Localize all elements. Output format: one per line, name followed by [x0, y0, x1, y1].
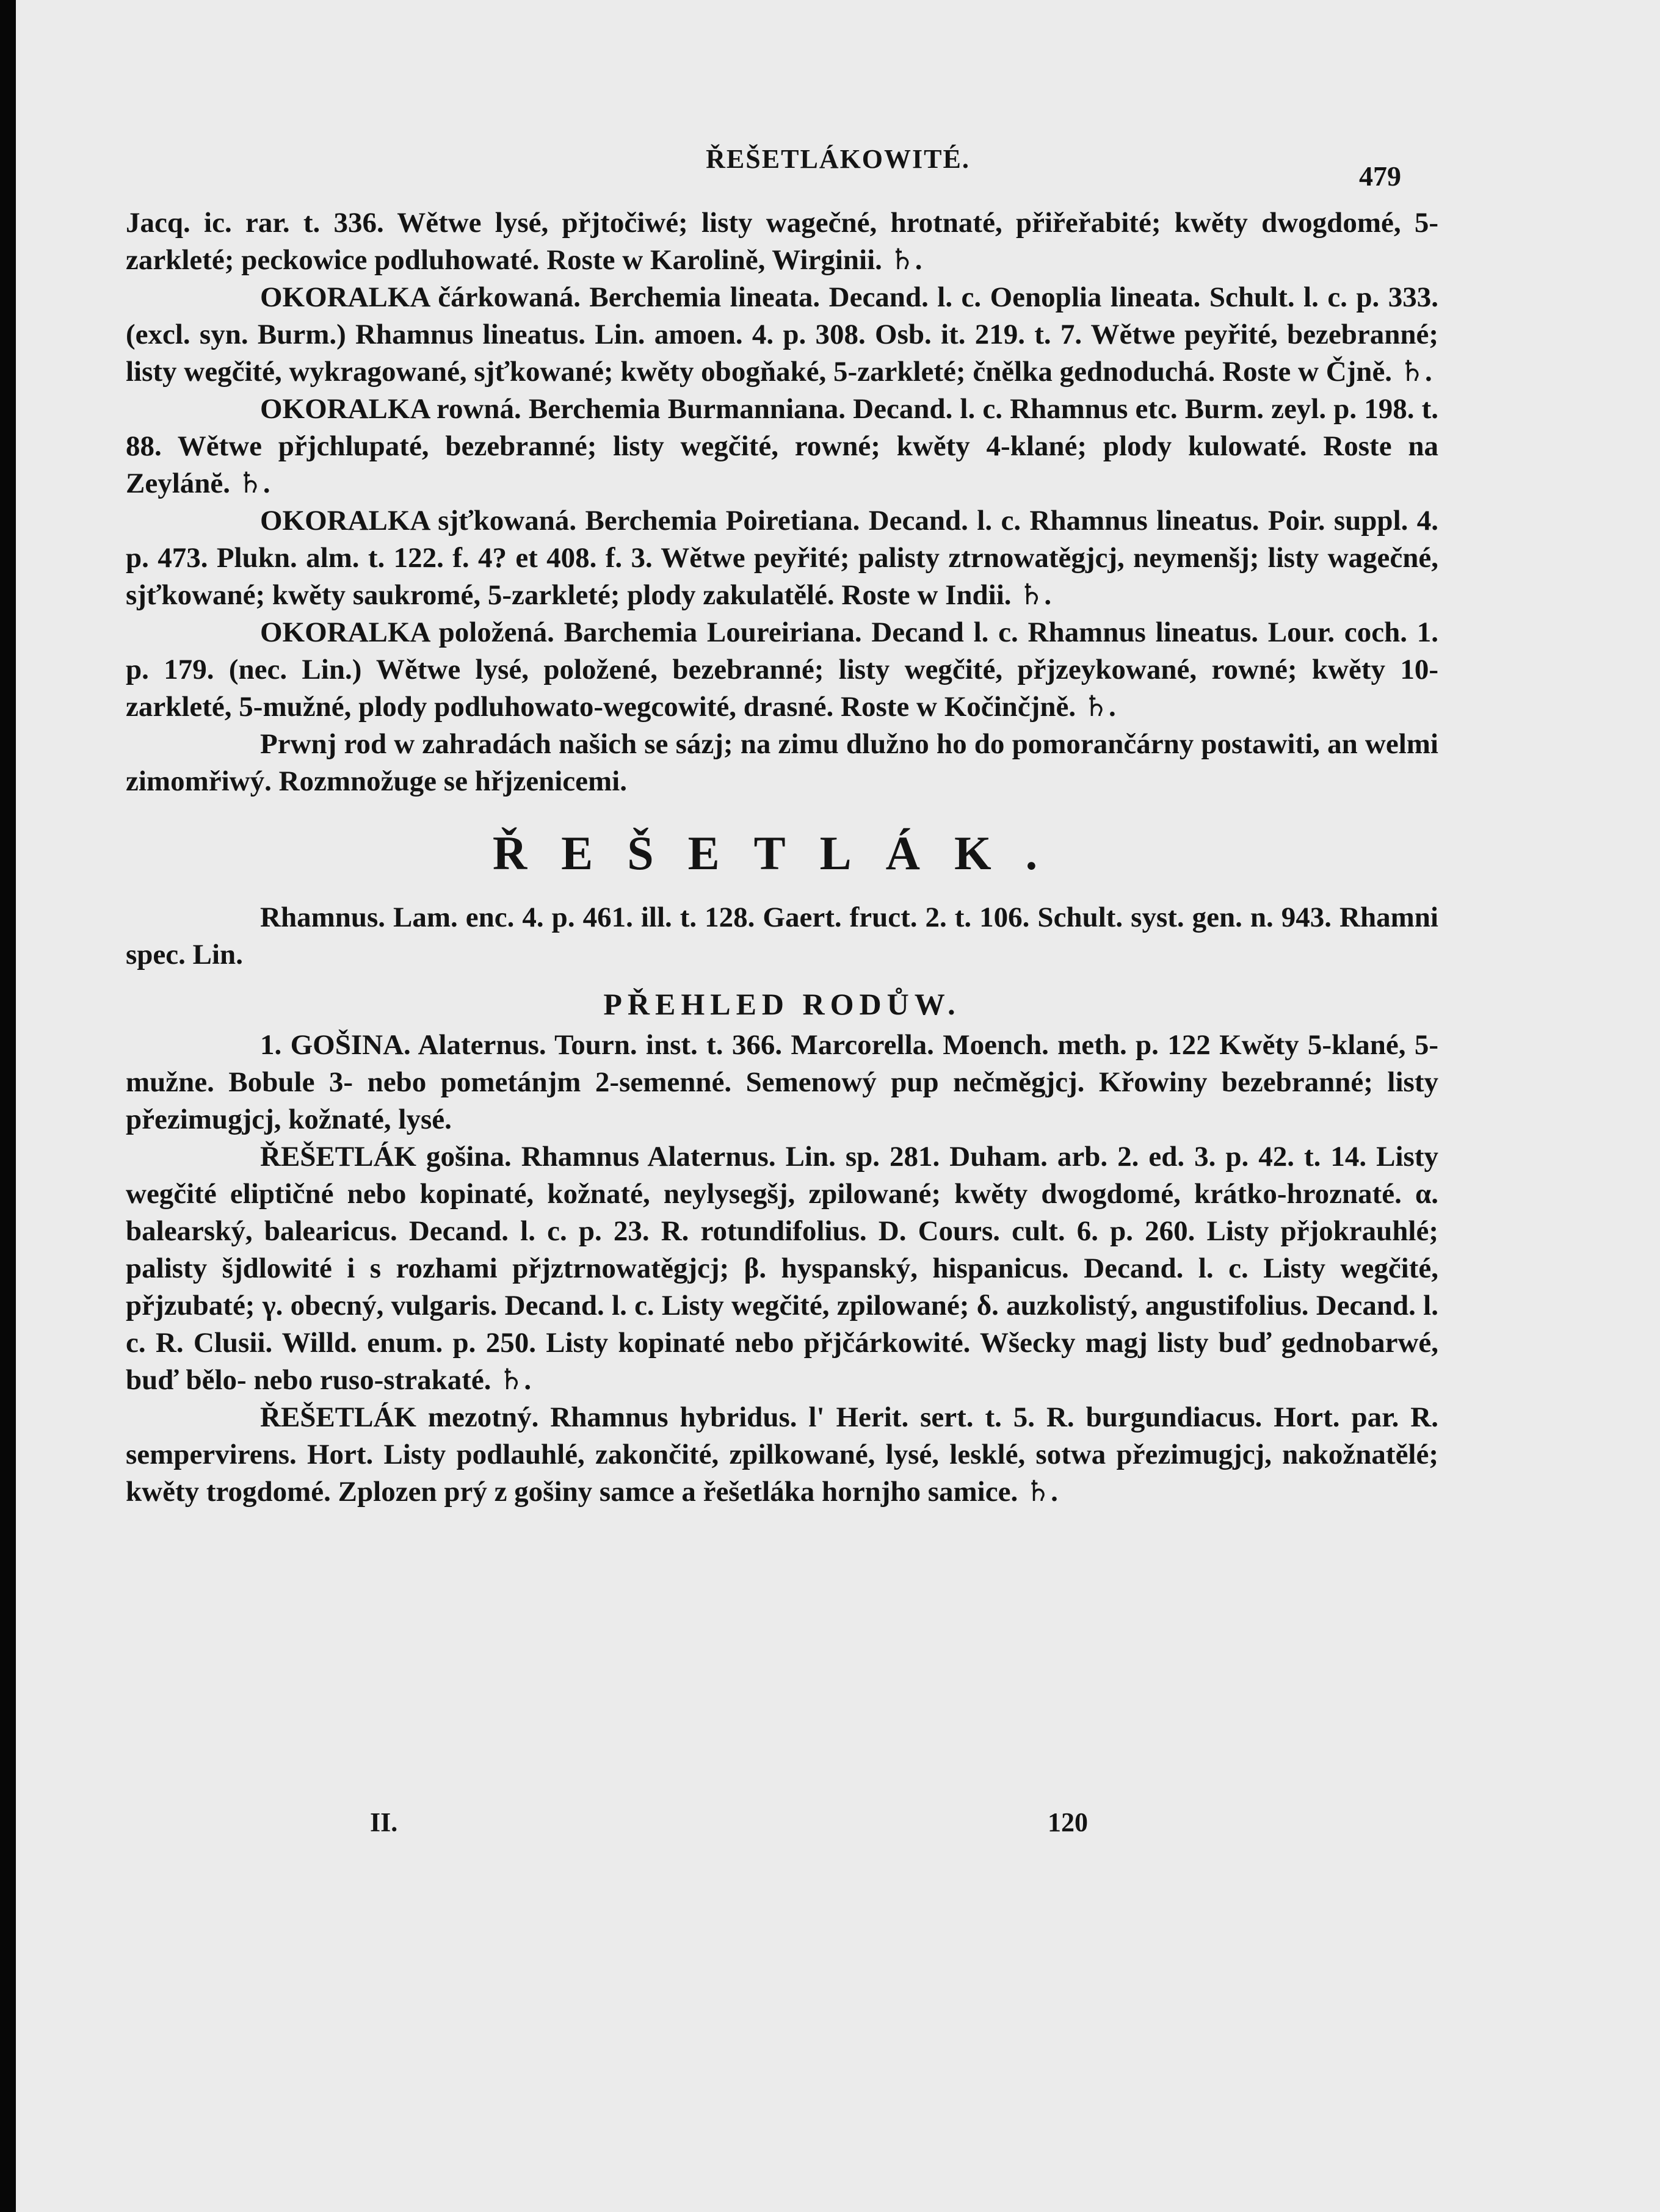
genus-heading: ŘEŠETLÁK.: [492, 826, 1072, 880]
page-number: 479: [1359, 161, 1401, 192]
paragraph: Prwnj rod w zahradách našich se sázj; na zimu dlužno ho do pomorančárny postawiti, an welmi zimomřiwý. Rozmnožuge se hřjzenicemi.: [126, 728, 1438, 797]
book-page: [16, 0, 1660, 2212]
overview-heading: PŘEHLED RODŮW.: [603, 987, 961, 1021]
paragraph: Jacq. ic. rar. t. 336. Wětwe lysé, přjtočiwé; listy wagečné, hrotnaté, přiřeřabité; kwěty dwogdomé, 5-zarkleté; peckowice podluhowaté. Roste w Karolině, Wirginii. ♄.: [126, 207, 1438, 276]
paragraph: OKORALKA položená. Barchemia Loureiriana. Decand l. c. Rhamnus lineatus. Lour. coch. 1. p. 179. (nec. Lin.) Wětwe lysé, položené, bezebranné; listy wegčité, přjzeykowané, rowné; kwěty 10-zarkleté, 5-mužné, plody podluhowato-wegcowité, drasné. Roste w Kočinčjně. ♄.: [126, 616, 1438, 723]
genus-references: Rhamnus. Lam. enc. 4. p. 461. ill. t. 128. Gaert. fruct. 2. t. 106. Schult. syst. gen. n. 943. Rhamni spec. Lin.: [126, 902, 1438, 970]
paragraph: OKORALKA sjťkowaná. Berchemia Poiretiana. Decand. l. c. Rhamnus lineatus. Poir. suppl. 4. p. 473. Plukn. alm. t. 122. f. 4? et 408. f. 3. Wětwe peyřité; palisty ztrnowatěgjcj, neymenšj; listy wagečné, sjťkowané; kwěty saukromé, 5-zarkleté; plody zakulatělé. Roste w Indii. ♄.: [126, 505, 1438, 611]
paragraph: ŘEŠETLÁK gošina. Rhamnus Alaternus. Lin. sp. 281. Duham. arb. 2. ed. 3. p. 42. t. 14. Listy wegčité eliptičné nebo kopinaté, kožnaté, neylysegšj, zpilowané; kwěty dwogdomé, krátko-hroznaté. α. balearský, balearicus. Decand. l. c. p. 23. R. rotundifolius. D. Cours. cult. 6. p. 260. Listy přjokrauhlé; palisty šjdlowité i s rozhami přjztrnowatěgjcj; β. hyspanský, hispanicus. Decand. l. c. Listy wegčité, přjzubaté; γ. obecný, vulgaris. Decand. l. c. Listy wegčité, zpilowané; δ. auzkolistý, angustifolius. Decand. l. c. R. Clusii. Willd. enum. p. 250. Listy kopinaté nebo přjčárkowité. Wšecky magj listy buď gednobarwé, buď bělo- nebo ruso-strakaté. ♄.: [126, 1141, 1438, 1396]
signature-mark: II.: [370, 1807, 398, 1837]
running-title: ŘEŠETLÁKOWITÉ.: [706, 144, 970, 174]
paragraph: OKORALKA rowná. Berchemia Burmanniana. Decand. l. c. Rhamnus etc. Burm. zeyl. p. 198. t. 88. Wětwe přjchlupaté, bezebranné; listy wegčité, rowné; kwěty 4-klané; plody kulowaté. Roste na Zeylánĕ. ♄.: [126, 393, 1438, 499]
body-text: [126, 204, 1438, 1511]
sheet-number: 120: [1048, 1807, 1088, 1837]
paragraph: ŘEŠETLÁK mezotný. Rhamnus hybridus. l' Herit. sert. t. 5. R. burgundiacus. Hort. par. R. sempervirens. Hort. Listy podlauhlé, zakončité, zpilkowané, lysé, lesklé, sotwa přezimugjcj, nakožnatělé; kwěty trogdomé. Zplozen prý z gošiny samce a řešetláka hornjho samice. ♄.: [126, 1401, 1438, 1508]
paragraph: OKORALKA čárkowaná. Berchemia lineata. Decand. l. c. Oenoplia lineata. Schult. l. c. p. 333. (excl. syn. Burm.) Rhamnus lineatus. Lin. amoen. 4. p. 308. Osb. it. 219. t. 7. Wětwe peyřité, bezebranné; listy wegčité, wykragowané, sjťkowané; kwěty obogňaké, 5-zarkleté; čnělka gednoduchá. Roste w Čjně. ♄.: [126, 281, 1438, 388]
scan-dark-margin: [0, 0, 16, 2212]
paragraph: 1. GOŠINA. Alaternus. Tourn. inst. t. 366. Marcorella. Moench. meth. p. 122 Kwěty 5-klané, 5-mužne. Bobule 3- nebo pometánjm 2-semenné. Semenowý pup nečměgjcj. Křowiny bezebranné; listy přezimugjcj, kožnaté, lysé.: [126, 1029, 1438, 1135]
